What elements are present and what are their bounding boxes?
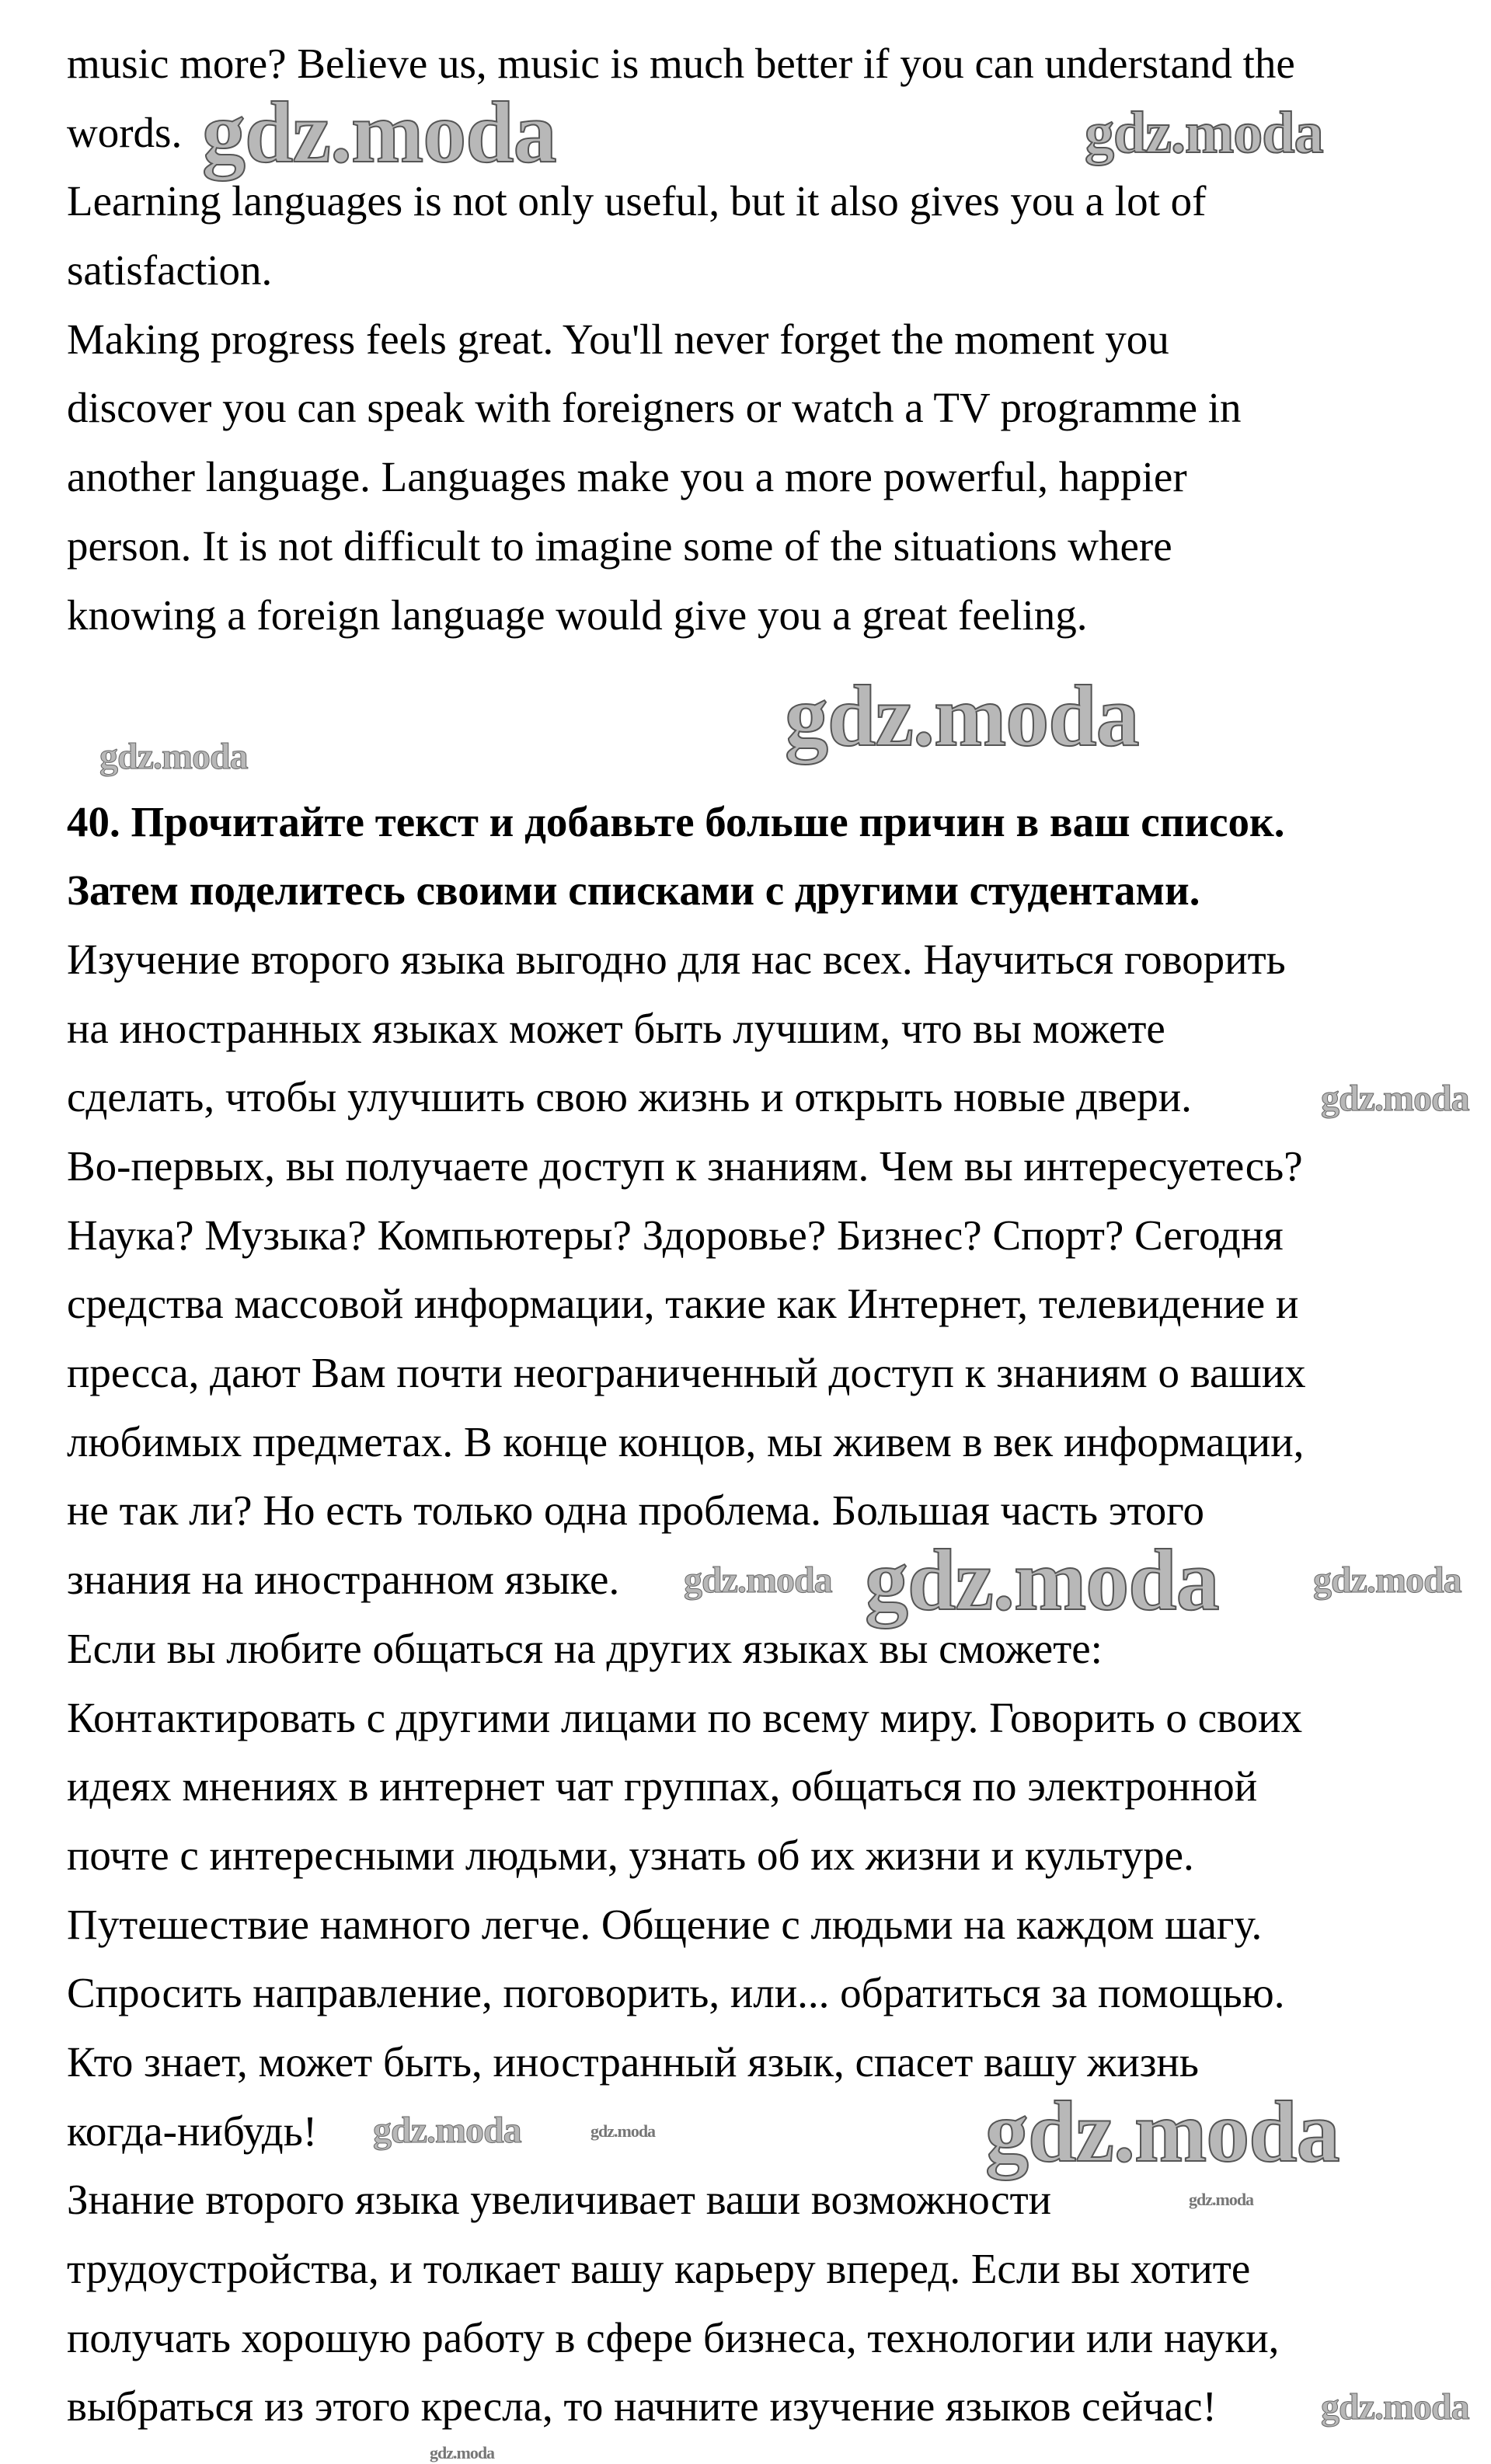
text-line: идеях мнениях в интернет чат группах, общаться по электронной — [67, 1762, 1258, 1811]
text-line: почте с интересными людьми, узнать об их жизни и культуре. — [67, 1831, 1194, 1879]
text-line: Наука? Музыка? Компьютеры? Здоровье? Бизнес? Спорт? Сегодня — [67, 1211, 1284, 1259]
text-line: любимых предметах. В конце концов, мы живем в век информации, — [67, 1417, 1305, 1466]
text-line: средства массовой информации, такие как Интернет, телевидение и — [67, 1280, 1299, 1328]
watermark: gdz.moda — [785, 668, 1139, 765]
text-line: Во-первых, вы получаете доступ к знаниям. Чем вы интересуетесь? — [67, 1142, 1303, 1190]
text-line: выбраться из этого кресла, то начните изучение языков сейчас! — [67, 2382, 1217, 2431]
watermark: gdz.moda — [865, 1532, 1219, 1629]
watermark: gdz.moda — [684, 1560, 832, 1601]
text-line: на иностранных языках может быть лучшим, что вы можете — [67, 1004, 1165, 1052]
text-line: another language. Languages make you a more powerful, happier — [67, 453, 1187, 501]
text-line: Контактировать с другими лицами по всему миру. Говорить о своих — [67, 1693, 1303, 1741]
text-line: Кто знает, может быть, иностранный язык, спасет вашу жизнь — [67, 2037, 1199, 2086]
watermark: gdz.moda — [202, 85, 556, 181]
text-line: music more? Believe us, music is much better if you can understand the — [67, 40, 1295, 87]
watermark: gdz.moda — [1313, 1560, 1461, 1601]
text-line: words. — [67, 108, 183, 156]
text-line: knowing a foreign language would give you a great feeling. — [67, 591, 1088, 639]
watermark: gdz.moda — [99, 736, 248, 777]
exercise-heading-line: 40. Прочитайте текст и добавьте больше причин в ваш список. — [67, 797, 1285, 845]
text-line: person. It is not difficult to imagine some of the situations where — [67, 521, 1172, 570]
text-line: не так ли? Но есть только одна проблема. Большая часть этого — [67, 1486, 1204, 1535]
text-line: Знание второго языка увеличивает ваши возможности — [67, 2176, 1052, 2224]
watermark: gdz.moda — [985, 2084, 1339, 2180]
text-line: трудоустройства, и толкает вашу карьеру вперед. Если вы хотите — [67, 2245, 1251, 2292]
document-body — [67, 30, 1465, 2441]
text-line: знания на иностранном языке. — [67, 1556, 620, 1604]
watermark: gdz.moda — [373, 2110, 521, 2151]
text-line: Путешествие намного легче. Общение с людьми на каждом шагу. — [67, 1900, 1263, 1948]
text-line: discover you can speak with foreigners or watch a TV programme in — [67, 384, 1242, 432]
text-line: Изучение второго языка выгодно для нас всех. Научиться говорить — [67, 935, 1286, 983]
watermark: gdz.moda — [1085, 100, 1323, 166]
exercise-heading-line: Затем поделитесь своими списками с другими студентами. — [67, 866, 1200, 915]
text-line: получать хорошую работу в сфере бизнеса, технологии или науки, — [67, 2313, 1280, 2361]
text-line: Making progress feels great. You'll never forget the moment you — [67, 315, 1169, 363]
text-line: Спросить направление, поговорить, или... обратиться за помощью. — [67, 1969, 1285, 2017]
text-line: когда-нибудь! — [67, 2107, 318, 2155]
text-line: satisfaction. — [67, 246, 273, 294]
watermark: gdz.moda — [1321, 2386, 1469, 2427]
watermark: gdz.moda — [590, 2121, 656, 2141]
text-line: Learning languages is not only useful, but it also gives you a lot of — [67, 177, 1207, 225]
watermark: gdz.moda — [430, 2443, 495, 2462]
watermark: gdz.moda — [1189, 2190, 1254, 2209]
text-line: сделать, чтобы улучшить свою жизнь и открыть новые двери. — [67, 1073, 1192, 1121]
text-line: пресса, дают Вам почти неограниченный доступ к знаниям о ваших — [67, 1349, 1306, 1397]
text-line: Если вы любите общаться на других языках вы сможете: — [67, 1624, 1103, 1672]
watermark: gdz.moda — [1321, 1078, 1469, 1119]
